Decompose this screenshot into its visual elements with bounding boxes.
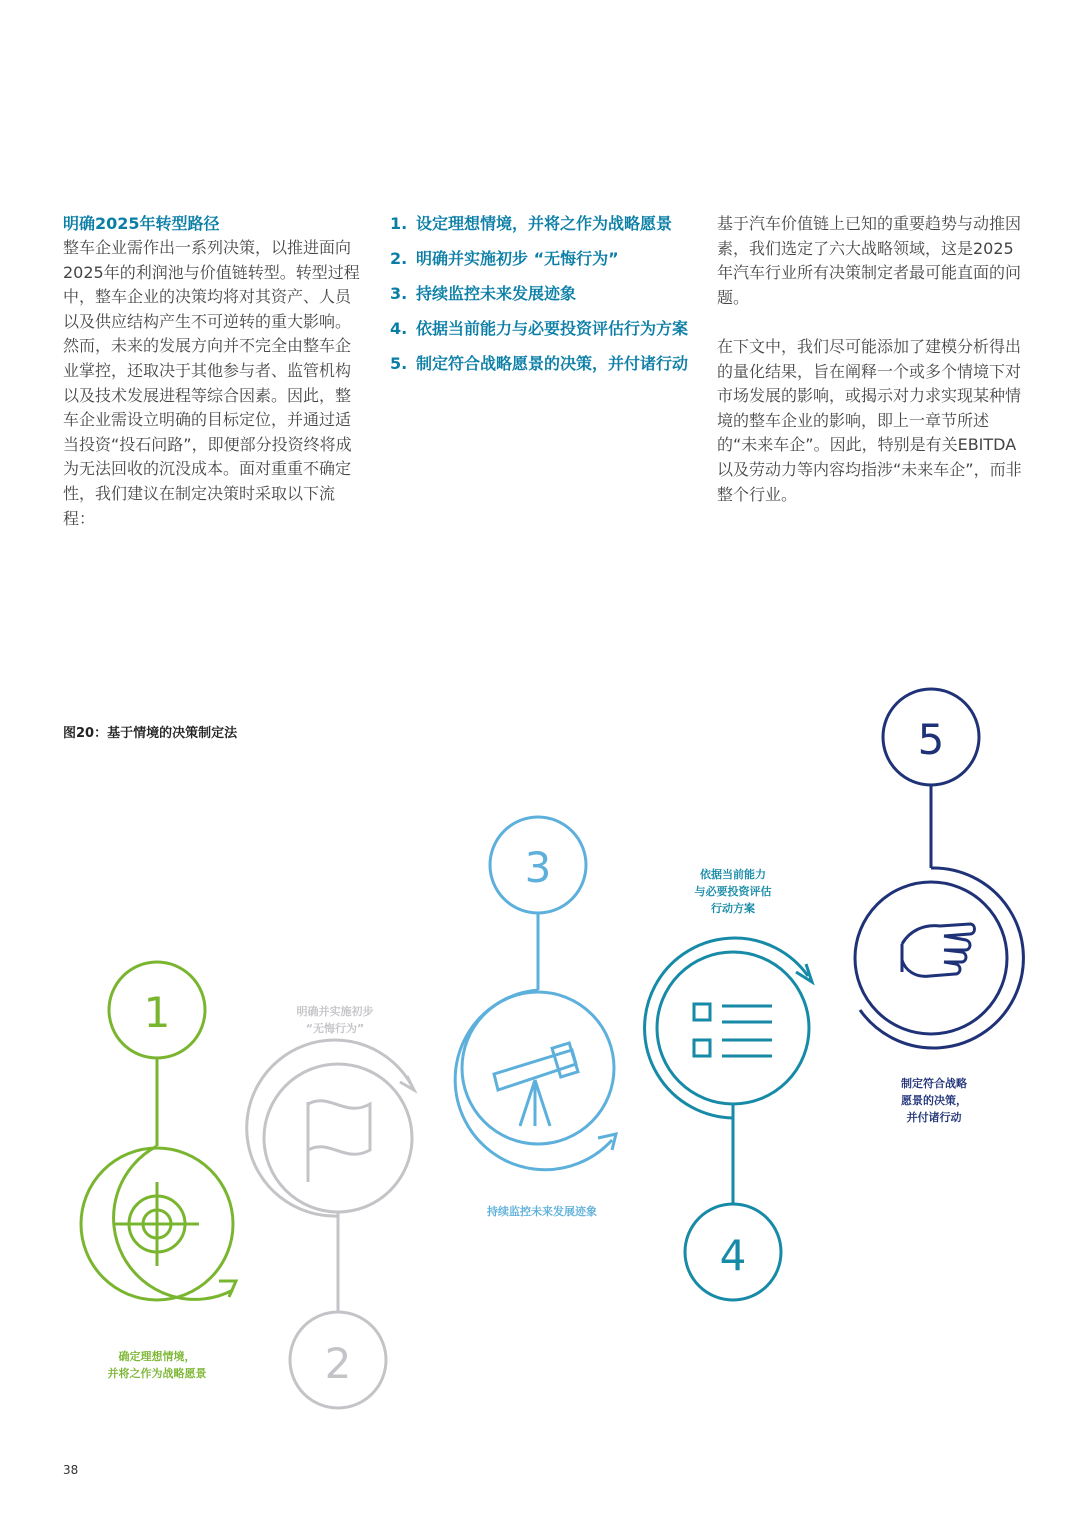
list-item: 1. 设定理想情境，并将之作为战略愿景: [390, 214, 673, 233]
step-3-arrowhead: [598, 1134, 616, 1150]
figure-title: 图20：基于情境的决策制定法: [63, 726, 238, 741]
step-5-label: 制定符合战略 愿景的决策， 并付诸行动: [901, 1077, 967, 1124]
context-paragraph-2: 在下文中，我们尽可能添加了建模分析得出的量化结果，旨在阐释一个或多个情境下对市场发展的影响，或揭示对力求实现某种情境的整车企业的影响，即上一章节所述的“未来车企”。因此，特别是有关EBITDA以及劳动力等内容均指涉“未来车企”，而非整个行业。: [717, 336, 1022, 504]
page-number: 38: [63, 1463, 79, 1477]
list-item: 3. 持续监控未来发展迹象: [390, 284, 577, 304]
step-4-label: 依据当前能力 与必要投资评估 行动方案: [694, 868, 772, 915]
step-5-number: 5: [917, 715, 945, 764]
step-1-label: 确定理想情境， 并将之作为战略愿景: [107, 1350, 207, 1380]
step-3-number: 3: [524, 843, 552, 892]
intro-paragraph: 整车企业需作出一系列决策，以推进面向2025年的利润池与价值链转型。转型过程中，整车企业的决策均将对其资产、人员以及供应结构产生不可逆转的重大影响。然而，未来的发展方向并不完全由整车企业掌控，还取决于其他参与者、监管机构以及技术发展进程等综合因素。因此，整车企业需设立明确的目标定位，并通过适当投资“投石问路”，即便部分投资终将成为无法回收的沉没成本。面对重重不确定性，我们建议在制定决策时采取以下流程：: [63, 238, 360, 528]
checklist-icon: [694, 1004, 772, 1056]
section-heading: 明确2025年转型路径: [63, 214, 220, 233]
context-paragraph-1: 基于汽车价值链上已知的重要趋势与动推因素，我们选定了六大战略领域，这是2025年汽车行业所有决策制定者最可能直面的问题。: [717, 214, 1022, 307]
step-2-label: 明确并实施初步 “无悔行为”: [296, 1005, 374, 1035]
list-item: 2. 明确并实施初步 “无悔行为”: [390, 249, 619, 269]
step-2-arrow-arc: [247, 1040, 412, 1216]
list-item: 5. 制定符合战略愿景的决策，并付诸行动: [390, 354, 689, 374]
step-4-number: 4: [719, 1231, 747, 1280]
telescope-icon: [494, 1043, 578, 1126]
step-2-icon-circle: [264, 1064, 412, 1212]
flag-icon: [308, 1101, 370, 1182]
step-5-icon-circle: [855, 882, 1007, 1034]
step-1-number: 1: [143, 988, 171, 1037]
step-3-label: 持续监控未来发展迹象: [487, 1205, 597, 1218]
target-icon: [115, 1182, 199, 1266]
step-4-icon-circle: [657, 952, 809, 1104]
step-2-arrowhead: [400, 1076, 414, 1090]
step-2-number: 2: [324, 1339, 352, 1388]
pointing-hand-icon: [902, 924, 975, 976]
list-item: 4. 依据当前能力与必要投资评估行为方案: [390, 319, 689, 339]
step-5-arrow-arc: [860, 868, 1023, 1048]
step-4-arrow-arc: [645, 938, 808, 1118]
